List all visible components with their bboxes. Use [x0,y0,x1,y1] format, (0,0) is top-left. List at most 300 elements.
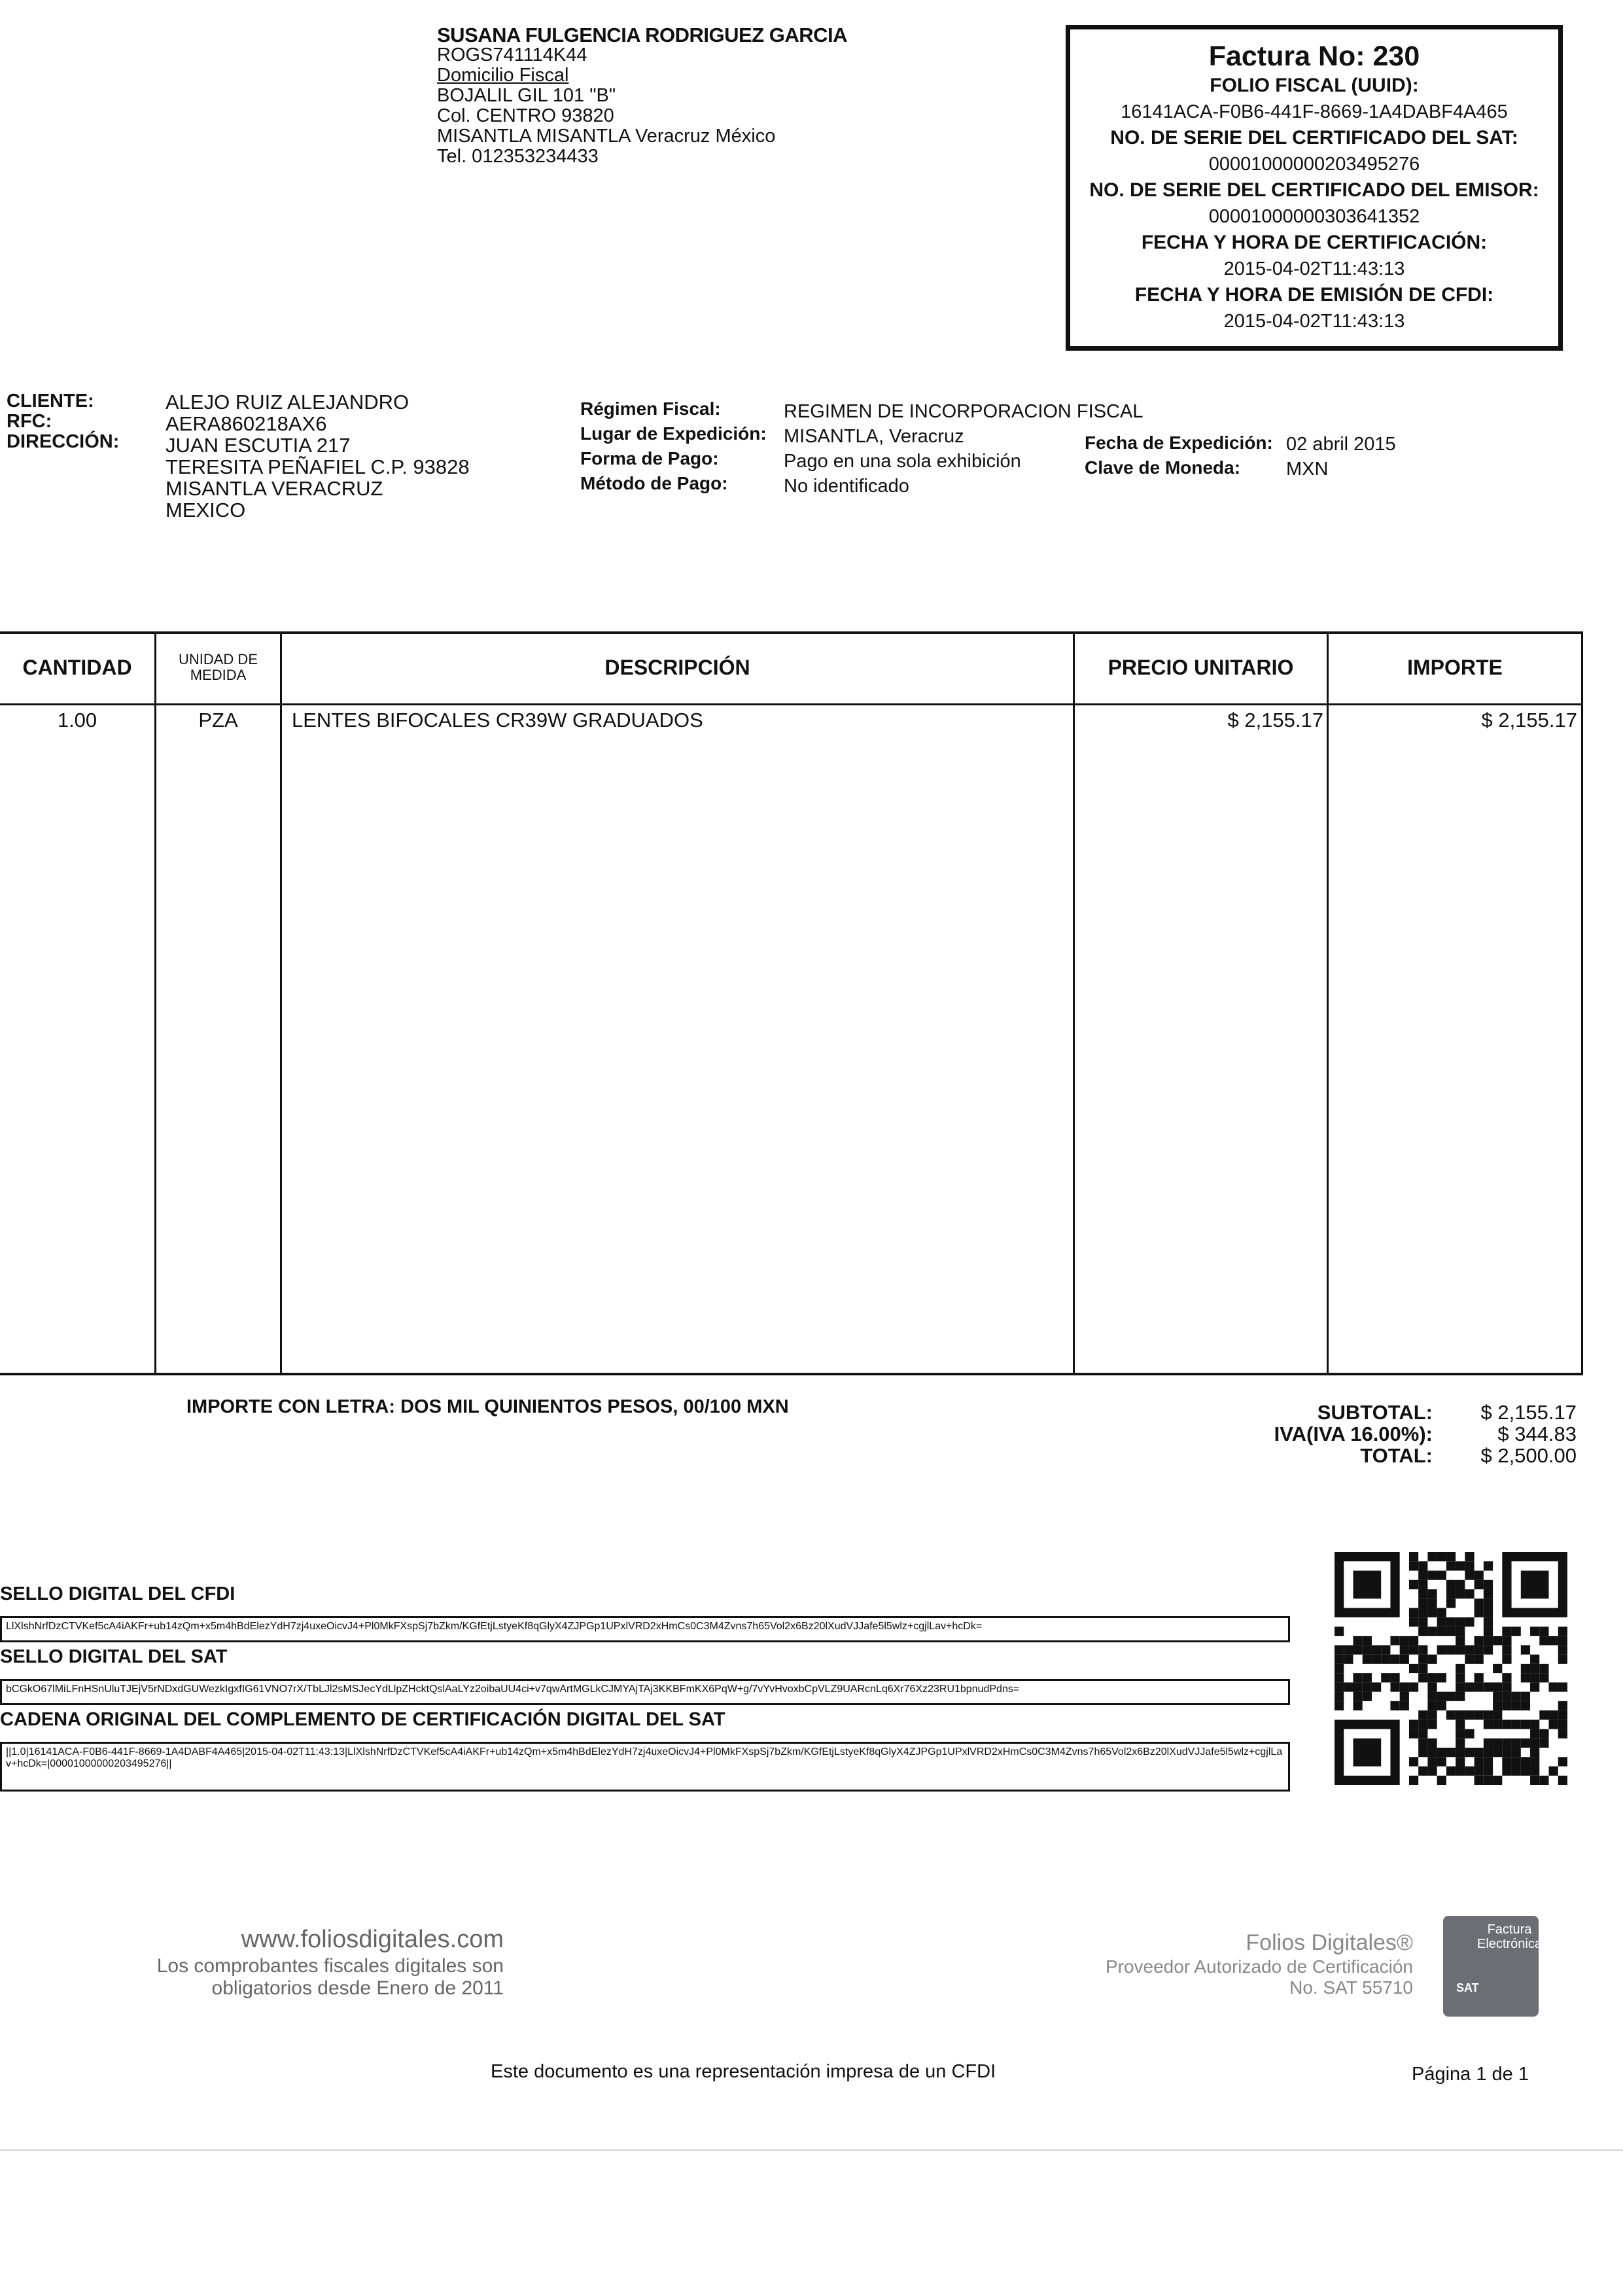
qr-module [1390,1673,1399,1682]
qr-module [1437,1757,1446,1766]
qr-module [1335,1673,1344,1682]
qr-module [1493,1748,1502,1757]
qr-module [1456,1748,1465,1757]
qr-module [1400,1636,1409,1645]
qr-finder-bottom-left [1335,1720,1400,1785]
qr-module [1446,1748,1456,1757]
table-bottom-border [0,1373,1583,1375]
qr-module [1475,1608,1484,1617]
sello-cfdi-box: LlXlshNrfDzCTVKef5cA4iAKFr+ub14zQm+x5m4hBdElezYdH7zj4uxeOicvJ4+Pl0MkFXspSj7bZkm/KGfEtjLstyeKf8qGlyX4ZJPGp1UPxlVRD2xHmCs0C3M4Zvns7h65Vol2x6Bz20lXudVJJafe5l5wlz+cgjlLav+hcDk= [0,1616,1290,1642]
regimen-value: REGIMEN DE INCORPORACION FISCAL [784,401,1143,422]
qr-module [1512,1748,1521,1757]
qr-module [1409,1682,1418,1691]
qr-module [1456,1682,1465,1691]
qr-module [1530,1757,1539,1766]
qr-module [1363,1645,1372,1654]
column-divider [154,631,156,1375]
qr-module [1530,1673,1539,1682]
lugar-value: MISANTLA, Veracruz [784,426,964,447]
moneda-label: Clave de Moneda: [1085,457,1241,478]
footer-note-1: Los comprobantes fiscales digitales son [156,1955,504,1977]
qr-module [1465,1617,1474,1627]
qr-module [1530,1720,1539,1729]
qr-module [1437,1627,1446,1636]
qr-module [1558,1655,1567,1664]
qr-module [1539,1710,1548,1720]
qr-module [1418,1627,1427,1636]
qr-module [1521,1701,1530,1710]
qr-module [1437,1608,1446,1617]
qr-module [1400,1655,1409,1664]
qr-module [1465,1748,1474,1757]
qr-module [1512,1692,1521,1701]
qr-module [1437,1617,1446,1627]
qr-module [1539,1636,1548,1645]
qr-module [1493,1776,1502,1785]
qr-module [1456,1580,1465,1589]
qr-module [1363,1692,1372,1701]
column-divider [1581,631,1583,1375]
qr-module [1418,1570,1427,1580]
qr-module [1409,1757,1418,1766]
qr-module [1549,1682,1558,1691]
qr-module [1465,1729,1474,1739]
qr-module [1465,1655,1474,1664]
qr-module [1475,1776,1484,1785]
qr-module [1558,1776,1567,1785]
qr-module [1437,1645,1446,1654]
qr-module [1427,1627,1437,1636]
qr-module [1558,1627,1567,1636]
qr-module [1446,1692,1456,1701]
qr-module [1427,1552,1437,1561]
qr-module [1521,1739,1530,1748]
qr-module [1549,1767,1558,1776]
totals-values [1439,1402,1577,1466]
row-importe: $ 2,155.17 [1481,709,1577,732]
qr-module [1418,1739,1427,1748]
qr-module [1484,1682,1493,1691]
qr-module [1502,1673,1511,1682]
qr-module [1493,1692,1502,1701]
qr-module [1539,1673,1548,1682]
qr-module [1372,1645,1381,1654]
forma-value: Pago en una sola exhibición [784,451,1021,472]
qr-module [1335,1627,1344,1636]
qr-module [1363,1636,1372,1645]
qr-module [1465,1645,1474,1654]
qr-module [1502,1627,1511,1636]
qr-module [1530,1739,1539,1748]
issuer-block [437,25,847,167]
qr-module [1484,1767,1493,1776]
issuer-tel: Tel. 012353234433 [437,146,599,167]
badge-text: Factura Electrónica [1477,1922,1542,1951]
qr-module [1456,1673,1465,1682]
qr-module [1456,1617,1465,1627]
qr-module [1493,1710,1502,1720]
qr-module [1427,1608,1437,1617]
qr-module [1363,1655,1372,1664]
header-descripcion: DESCRIPCIÓN [604,655,750,679]
footer-brand: Folios Digitales® [1246,1930,1413,1955]
qr-module [1409,1561,1418,1570]
qr-module [1484,1776,1493,1785]
sat-cert-label: NO. DE SERIE DEL CERTIFICADO DEL SAT: [1110,127,1518,149]
fecha-label: Fecha de Expedición: [1085,433,1273,453]
issuer-street: BOJALIL GIL 101 "B" [437,85,616,106]
qr-module [1456,1720,1465,1729]
qr-module [1446,1617,1456,1627]
qr-module [1512,1757,1521,1766]
qr-module [1484,1757,1493,1766]
qr-module [1418,1645,1427,1654]
qr-module [1456,1767,1465,1776]
qr-module [1446,1561,1456,1570]
header-importe: IMPORTE [1407,655,1503,679]
qr-module [1344,1655,1353,1664]
qr-module [1427,1598,1437,1608]
qr-module [1549,1720,1558,1729]
qr-module [1418,1598,1427,1608]
qr-module [1456,1692,1465,1701]
qr-module [1493,1720,1502,1729]
qr-module [1465,1552,1474,1561]
footer-note-2: obligatorios desde Enero de 2011 [211,1977,504,1999]
qr-module [1484,1617,1493,1627]
qr-module [1409,1608,1418,1617]
footer-url: www.foliosdigitales.com [241,1926,504,1953]
qr-module [1539,1627,1548,1636]
qr-module [1521,1720,1530,1729]
qr-module [1437,1692,1446,1701]
cadena-original-box: ||1.0|16141ACA-F0B6-441F-8669-1A4DABF4A465|2015-04-02T11:43:13|LlXlshNrfDzCTVKef5cA4iAKFr+ub14zQm+x5m4hBdElezYdH7zj4uxeOicvJ4+Pl0MkFXspSj7bZkm/KGfEtjLstyeKf8qGlyX4ZJPGp1UPxlVRD2xHmCs0C3M4Zvns7h65Vol2x6Bz20lXudVJJafe5l5wlz+cgjlLav+hcDk=|00001000000203495276|| [0,1742,1290,1792]
qr-module [1400,1645,1409,1654]
qr-module [1335,1692,1344,1701]
qr-module [1484,1627,1493,1636]
qr-module [1530,1627,1539,1636]
qr-module [1363,1682,1372,1691]
qr-module [1502,1692,1511,1701]
qr-module [1493,1739,1502,1748]
qr-module [1465,1767,1474,1776]
qr-module [1400,1701,1409,1710]
qr-module [1381,1645,1390,1654]
sat-cert-value: 00001000000203495276 [1208,154,1420,175]
qr-module [1475,1570,1484,1580]
row-precio: $ 2,155.17 [1227,709,1323,732]
qr-module [1427,1767,1437,1776]
qr-module [1558,1729,1567,1739]
cliente-label: CLIENTE: [7,391,94,412]
issuer-city: MISANTLA MISANTLA Veracruz México [437,126,776,147]
qr-module [1427,1701,1437,1710]
qr-module [1446,1710,1456,1720]
qr-module [1521,1645,1530,1654]
column-divider [280,631,282,1375]
qr-module [1484,1589,1493,1598]
subtotal-label: SUBTOTAL: [1317,1401,1433,1424]
qr-module [1437,1570,1446,1580]
qr-module [1475,1682,1484,1691]
qr-module [1418,1748,1427,1757]
client-rfc: AERA860218AX6 [166,412,327,435]
qr-module [1558,1710,1567,1720]
column-divider [1073,631,1075,1375]
rfc-label: RFC: [7,411,52,432]
qr-module [1502,1636,1511,1645]
qr-module [1558,1682,1567,1691]
subtotal-value: $ 2,155.17 [1480,1401,1577,1424]
qr-finder-top-left [1335,1552,1400,1617]
qr-module [1418,1720,1427,1729]
qr-module [1427,1692,1437,1701]
qr-module [1521,1767,1530,1776]
qr-module [1521,1757,1530,1766]
factura-electronica-badge-icon [1443,1916,1542,2017]
qr-module [1530,1664,1539,1673]
qr-module [1427,1655,1437,1664]
items-table [0,631,1583,1377]
qr-module [1409,1720,1418,1729]
qr-module [1456,1561,1465,1570]
qr-module [1475,1645,1484,1654]
total-value: $ 2,500.00 [1480,1444,1577,1467]
fecha-value: 02 abril 2015 [1286,434,1396,455]
qr-module [1335,1645,1344,1654]
qr-module [1400,1682,1409,1691]
folio-box [1066,25,1563,351]
qr-module [1475,1710,1484,1720]
client-address-4: MEXICO [166,499,246,521]
qr-module [1512,1701,1521,1710]
importe-con-letra [186,1396,789,1418]
footer-provider: Proveedor Autorizado de Certificación [1105,1956,1413,1977]
qr-module [1456,1645,1465,1654]
qr-module [1418,1561,1427,1570]
qr-module [1502,1748,1511,1757]
qr-module [1437,1552,1446,1561]
qr-module [1437,1748,1446,1757]
qr-module [1456,1636,1465,1645]
qr-module [1418,1710,1427,1720]
moneda-value: MXN [1286,459,1329,480]
cert-date-value: 2015-04-02T11:43:13 [1223,258,1405,279]
qr-module [1456,1739,1465,1748]
row-descripcion: LENTES BIFOCALES CR39W GRADUADOS [292,709,703,732]
qr-module [1512,1739,1521,1748]
qr-module [1502,1682,1511,1691]
qr-module [1363,1673,1372,1682]
qr-module [1558,1645,1567,1654]
qr-module [1353,1673,1362,1682]
qr-module [1335,1664,1344,1673]
qr-module [1418,1729,1427,1739]
qr-module [1521,1664,1530,1673]
invoice-number: Factura No: 230 [1208,41,1420,72]
qr-module [1344,1682,1353,1691]
qr-module [1390,1655,1399,1664]
qr-module [1539,1739,1548,1748]
qr-module [1558,1701,1567,1710]
qr-module [1521,1673,1530,1682]
row-unidad: PZA [198,709,238,732]
header-unidad: UNIDAD DE MEDIDA [178,651,258,683]
header-precio: PRECIO UNITARIO [1108,655,1294,679]
client-address-1: JUAN ESCUTIA 217 [166,434,351,457]
qr-module [1400,1692,1409,1701]
qr-module [1446,1589,1456,1598]
qr-module [1418,1608,1427,1617]
emision-label: FECHA Y HORA DE EMISIÓN DE CFDI: [1134,284,1494,306]
sello-sat-box: bCGkO67lMiLFnHSnUluTJEjV5rNDxdGUWezkIgxfIG61VNO7rX/TbLJl2sMSJecYdLlpZHcktQslAaLYz2oibaUU4ci+v7qwArtMGLkCJMYAjTAj3KKBFmKX6PqW+g/7vYvHvoxbCpVLZ9UARcnLq6Xr76Xz23RU1bpnudPdns= [0,1679,1290,1705]
qr-module [1502,1739,1511,1748]
uuid-label: FOLIO FISCAL (UUID): [1210,75,1419,96]
qr-module [1475,1655,1484,1664]
iva-value: $ 344.83 [1497,1422,1577,1445]
uuid-value: 16141ACA-F0B6-441F-8669-1A4DABF4A465 [1121,101,1508,122]
qr-module [1502,1767,1511,1776]
qr-module [1512,1627,1521,1636]
qr-module [1493,1682,1502,1691]
cert-date-label: FECHA Y HORA DE CERTIFICACIÓN: [1141,232,1488,253]
qr-module [1456,1664,1465,1673]
qr-module [1475,1748,1484,1757]
qr-module [1418,1673,1427,1682]
qr-module [1475,1580,1484,1589]
qr-module [1427,1682,1437,1691]
qr-module [1390,1636,1399,1645]
qr-module [1418,1664,1427,1673]
qr-module [1353,1692,1362,1701]
qr-module [1456,1729,1465,1739]
qr-module [1353,1645,1362,1654]
row-cantidad: 1.00 [57,709,97,732]
qr-module [1437,1776,1446,1785]
qr-module [1446,1767,1456,1776]
qr-module [1372,1655,1381,1664]
qr-module [1427,1739,1437,1748]
cadena-original-label: CADENA ORIGINAL DEL COMPLEMENTO DE CERTIFICACIÓN DIGITAL DEL SAT [0,1709,725,1730]
qr-module [1558,1757,1567,1766]
qr-module [1530,1748,1539,1757]
client-address-2: TERESITA PEÑAFIEL C.P. 93828 [166,455,470,478]
qr-module [1530,1767,1539,1776]
badge-sat: SAT [1456,1981,1479,1994]
qr-module [1549,1636,1558,1645]
metodo-label: Método de Pago: [580,473,728,493]
qr-module [1427,1570,1437,1580]
issuer-colonia: Col. CENTRO 93820 [437,105,614,126]
column-divider [1327,631,1329,1375]
footer-sat-no: No. SAT 55710 [1289,1977,1413,1998]
sello-sat-label: SELLO DIGITAL DEL SAT [0,1646,228,1667]
emisor-cert-label: NO. DE SERIE DEL CERTIFICADO DEL EMISOR: [1089,179,1539,201]
qr-module [1456,1627,1465,1636]
qr-module [1409,1664,1418,1673]
qr-module [1446,1645,1456,1654]
qr-module [1484,1598,1493,1608]
emisor-cert-value: 00001000000303641352 [1208,206,1420,227]
page-number: Página 1 de 1 [1412,2064,1529,2085]
qr-module [1418,1655,1427,1664]
issuer-rfc: ROGS741114K44 [437,44,587,65]
qr-module [1484,1710,1493,1720]
qr-module [1484,1561,1493,1570]
qr-module [1446,1552,1456,1561]
qr-module [1558,1636,1567,1645]
qr-module [1353,1636,1362,1645]
footer-left [79,1924,504,2000]
forma-label: Forma de Pago: [580,448,719,468]
expedition-labels [1085,431,1273,480]
total-label: TOTAL: [1360,1444,1433,1467]
qr-module [1484,1720,1493,1729]
client-values [166,391,470,521]
qr-module [1372,1682,1381,1691]
qr-module [1456,1710,1465,1720]
qr-module [1484,1739,1493,1748]
qr-module [1409,1636,1418,1645]
qr-module [1475,1598,1484,1608]
qr-module [1418,1580,1427,1589]
sello-cfdi-label: SELLO DIGITAL DEL CFDI [0,1583,236,1604]
qr-module [1493,1664,1502,1673]
qr-module [1558,1720,1567,1729]
qr-module [1409,1580,1418,1589]
totals-labels [1230,1402,1433,1466]
qr-module [1418,1617,1427,1627]
fiscal-labels [580,397,767,496]
qr-module [1418,1589,1427,1598]
qr-module [1353,1701,1362,1710]
qr-module [1502,1701,1511,1710]
qr-module [1539,1776,1548,1785]
qr-module [1344,1645,1353,1654]
qr-module [1427,1720,1437,1729]
qr-module [1484,1580,1493,1589]
table-header-border [0,703,1583,705]
client-name: ALEJO RUIZ ALEJANDRO [166,391,410,414]
client-address-3: MISANTLA VERACRUZ [166,477,383,500]
qr-module [1521,1692,1530,1701]
qr-module [1427,1757,1437,1766]
qr-module [1335,1701,1344,1710]
qr-module [1409,1617,1418,1627]
header-cantidad: CANTIDAD [22,655,132,679]
qr-module [1381,1673,1390,1682]
direccion-label: DIRECCIÓN: [7,431,120,452]
qr-module [1456,1757,1465,1766]
qr-module [1502,1645,1511,1654]
representation-note: Este documento es una representación impresa de un CFDI [491,2061,996,2082]
iva-label: IVA(IVA 16.00%): [1274,1422,1433,1445]
qr-module [1512,1767,1521,1776]
letra-value: DOS MIL QUINIENTOS PESOS, 00/100 MXN [400,1396,789,1417]
qr-module [1484,1608,1493,1617]
qr-module [1465,1682,1474,1691]
qr-code [1335,1552,1567,1785]
client-labels [7,391,119,452]
qr-module [1475,1636,1484,1645]
qr-module [1530,1655,1539,1664]
qr-module [1335,1655,1344,1664]
qr-module [1475,1673,1484,1682]
qr-module [1418,1767,1427,1776]
qr-module [1484,1636,1493,1645]
qr-module [1409,1552,1418,1561]
emision-value: 2015-04-02T11:43:13 [1223,311,1405,332]
